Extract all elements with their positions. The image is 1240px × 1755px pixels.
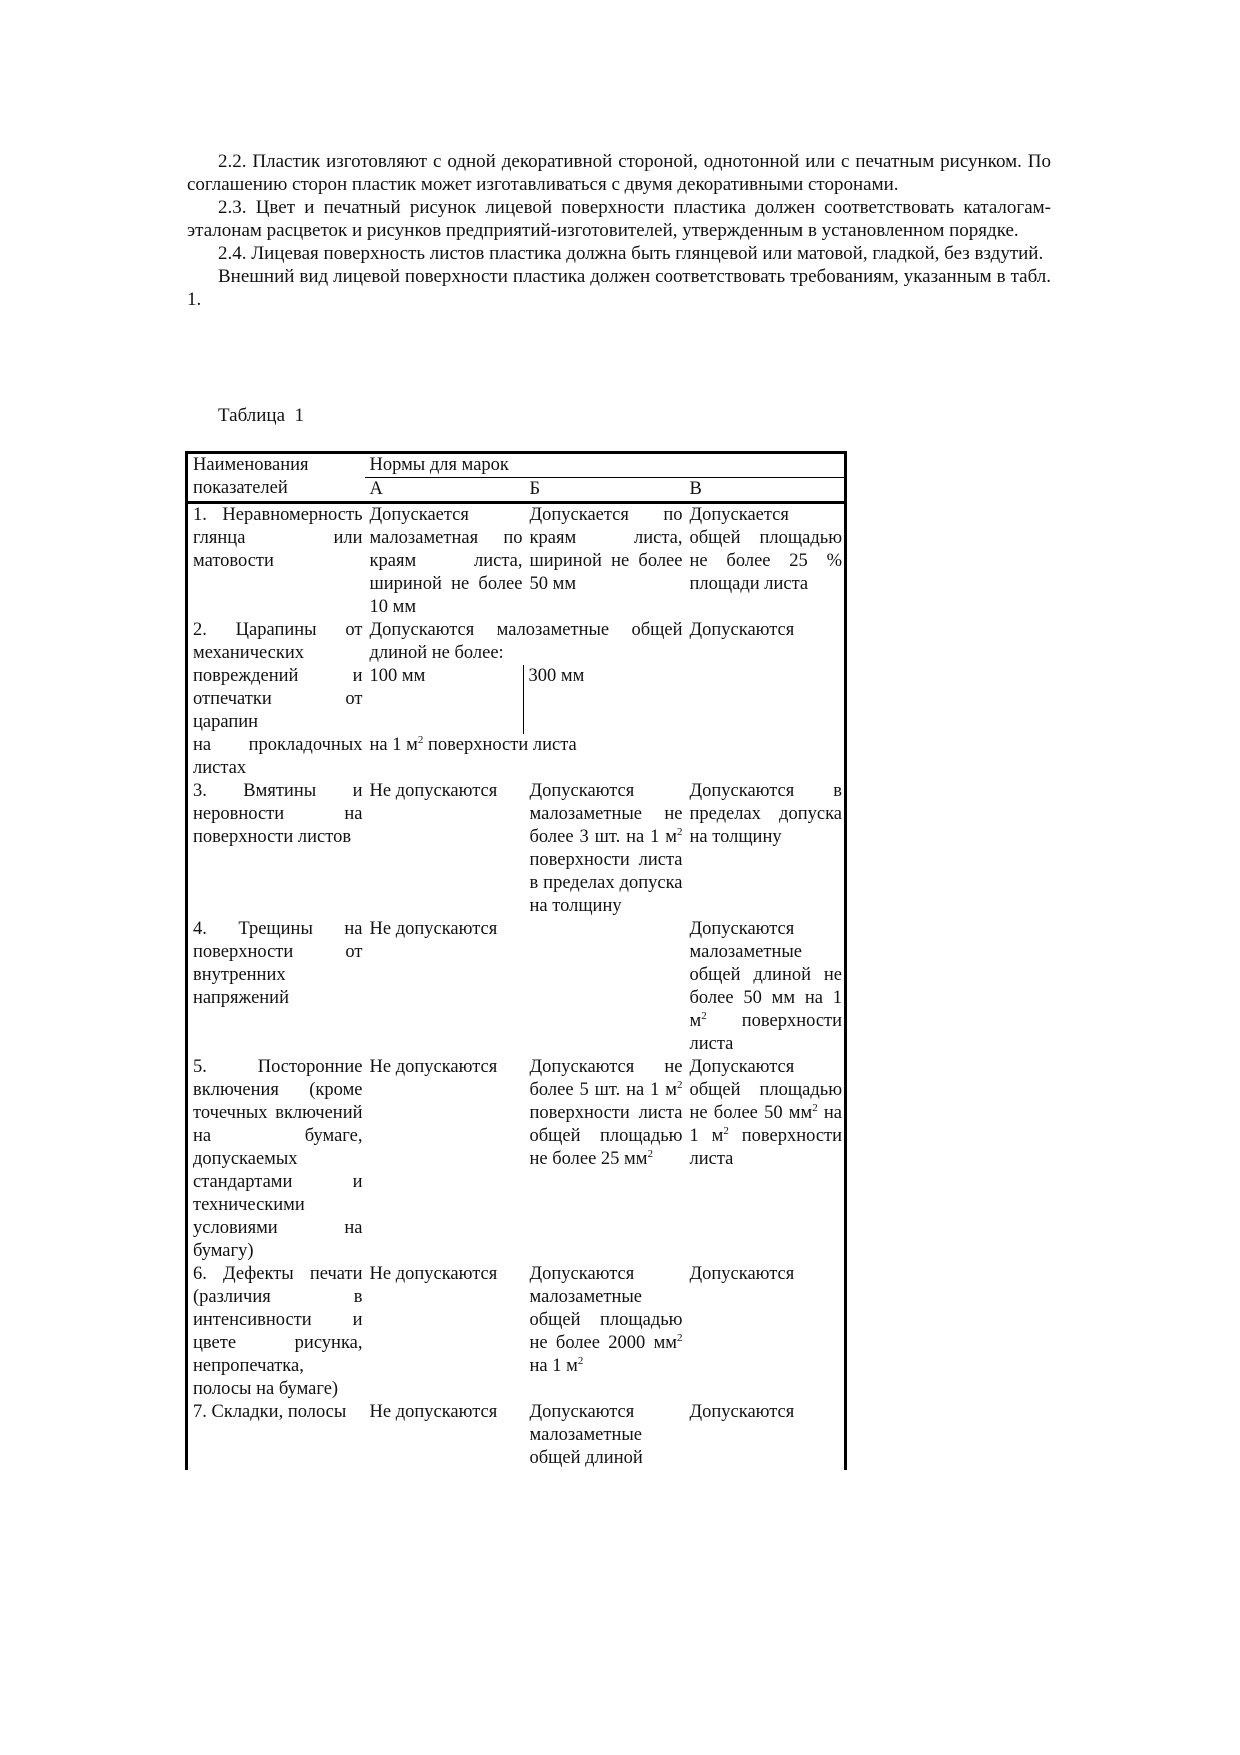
header-grade-v: В xyxy=(685,478,846,503)
row2-ab-split xyxy=(365,665,685,734)
header-grade-b: Б xyxy=(525,478,685,503)
row2-note-sup: 2 xyxy=(417,733,424,746)
row7-name: 7. Складки, полосы xyxy=(187,1401,365,1470)
row2-ab xyxy=(365,619,685,734)
row1-v: Допускается общей площадью не более 25 % площади листа xyxy=(685,503,846,620)
body-text xyxy=(187,150,1051,311)
table-1 xyxy=(185,451,847,1470)
row5-b xyxy=(525,1056,685,1263)
row6-name: 6. Дефекты печати (различия в интенсивности и цвете рисунка, непропечатка, полосы на бумаге) xyxy=(187,1263,365,1401)
row6-b-pre: Допускаются малозаметные общей площадью не более 2000 мм xyxy=(529,1264,683,1353)
row2-note xyxy=(365,734,685,780)
row7-b: Допускаются малозаметные общей длиной xyxy=(529,1402,643,1468)
row2-name: 2. Царапины от механических повреждений и отпечатки от царапин xyxy=(187,619,365,734)
row3-b-sup: 2 xyxy=(677,825,683,838)
table-row xyxy=(187,780,846,918)
row3-b-post: поверхности листа в пределах допуска на толщину xyxy=(529,850,683,916)
row5-b-sup: 2 xyxy=(677,1078,683,1091)
row5-v-sup: 2 xyxy=(812,1101,818,1114)
header-group: Нормы для марок xyxy=(365,453,846,478)
table-caption: Таблица 1 xyxy=(218,405,305,426)
table-row xyxy=(187,1263,846,1401)
row2-v: Допускаются xyxy=(685,619,846,780)
row5-b-mid: поверхности листа общей площадью не более 25 мм xyxy=(529,1103,683,1169)
row7-a: Не допускаются xyxy=(369,1402,498,1422)
row4-v-post: поверхности листа xyxy=(689,1011,843,1054)
row2-name-extra: на прокладочных листах xyxy=(187,734,365,780)
row6-b-sup: 2 xyxy=(677,1331,683,1344)
row6-b-sup2: 2 xyxy=(577,1354,584,1367)
row6-b xyxy=(525,1263,685,1401)
row5-b-pre: Допускаются не более 5 шт. на 1 м xyxy=(529,1057,683,1100)
row3-a: Не допускаются xyxy=(369,781,498,801)
row6-v: Допускаются xyxy=(685,1263,846,1401)
paragraph-2-3: 2.3. Цвет и печатный рисунок лицевой поверхности пластика должен соответствовать каталогам-эталонам расцветок и рисунков предприятий-изготовителей, утвержденным в установленном порядке. xyxy=(187,197,1051,241)
row2-note-pre: на 1 м xyxy=(369,735,418,755)
row5-name: 5. Посторонние включения (кроме точечных включений на бумаге, допускаемых стандартами и техническими условиями на бумагу) xyxy=(187,1056,365,1263)
table-row xyxy=(187,503,846,620)
paragraph-2-2: 2.2. Пластик изготовляют с одной декоративной стороной, однотонной или с печатным рисунком. По соглашению сторон пластик может изготавливаться с двумя декоративными сторонами. xyxy=(187,151,1051,195)
row4-v xyxy=(685,918,846,1056)
table-row xyxy=(187,1056,846,1263)
row5-v-sup2: 2 xyxy=(723,1124,729,1137)
row7-v: Допускаются xyxy=(685,1401,846,1470)
row1-name: 1. Неравномерность глянца или матовости xyxy=(187,503,365,620)
paragraph-2-4: 2.4. Лицевая поверхность листов пластика должна быть глянцевой или матовой, гладкой, без вздутий. xyxy=(218,243,1044,264)
header-col-name: Наименования показателей xyxy=(187,453,365,503)
row5-v-post: поверхности листа xyxy=(689,1126,843,1169)
table-header-row-1 xyxy=(187,453,846,478)
table-row xyxy=(187,1401,846,1470)
row4-v-pre: Допускаются малозаметные общей длиной не более 50 мм на 1 м xyxy=(689,919,843,1031)
row6-b-mid: на 1 м xyxy=(529,1356,578,1376)
paragraph-appearance: Внешний вид лицевой поверхности пластика должен соответствовать требованиям, указанным в табл. 1. xyxy=(187,266,1051,310)
row1-a: Допускается малозаметная по краям листа, шириной не более 10 мм xyxy=(369,505,523,617)
header-grade-a: А xyxy=(365,478,525,503)
row3-v: Допускаются в пределах допуска на толщину xyxy=(685,780,846,918)
row3-name: 3. Вмятины и неровности на поверхности листов xyxy=(187,780,365,918)
row5-v-mid: на 1 м xyxy=(689,1103,842,1146)
row5-v-pre: Допускаются общей площадью не более 50 мм xyxy=(689,1057,843,1123)
row4-v-sup: 2 xyxy=(701,1009,707,1022)
table-row xyxy=(187,619,846,734)
row3-b-pre: Допускаются малозаметные не более 3 шт. на 1 м xyxy=(529,781,683,847)
row4-name: 4. Трещины на поверхности от внутренних напряжений xyxy=(187,918,365,1056)
row5-b-sup2: 2 xyxy=(647,1147,653,1160)
row5-v xyxy=(685,1056,846,1263)
row2-b: 300 мм xyxy=(528,666,585,686)
row1-b: Допускается по краям листа, шириной не более 50 мм xyxy=(529,505,683,594)
row6-a: Не допускаются xyxy=(369,1264,498,1284)
row5-a: Не допускаются xyxy=(369,1057,498,1077)
row2-a: 100 мм xyxy=(365,665,524,734)
row4-ab: Не допускаются xyxy=(369,919,498,939)
row2-note-post: поверхности листа xyxy=(423,735,577,755)
row3-b xyxy=(525,780,685,918)
row2-ab-span: Допускаются малозаметные общей длиной не более: xyxy=(369,620,683,663)
table-row xyxy=(187,918,846,1056)
